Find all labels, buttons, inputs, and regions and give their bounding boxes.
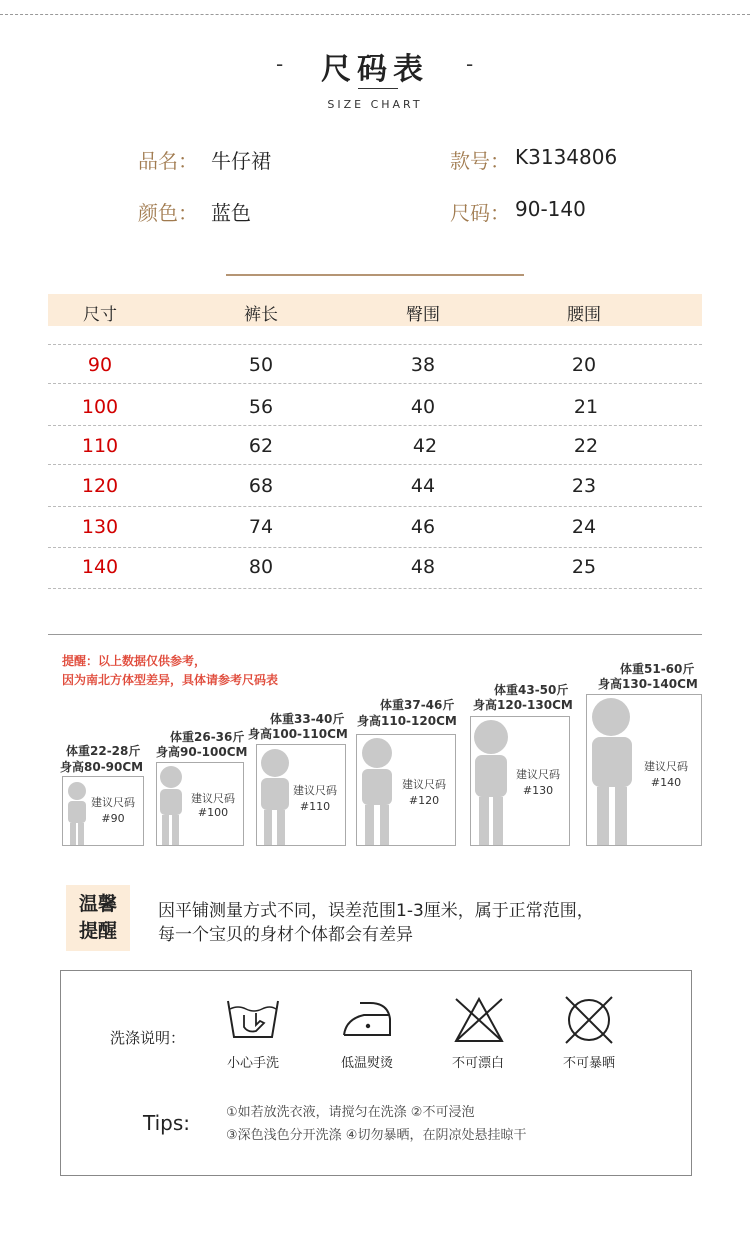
kid-suggest-label: 建议尺码 <box>191 792 235 805</box>
table-cell-waist: 22 <box>573 435 599 457</box>
kid-weight: 体重37-46斤 <box>380 698 455 712</box>
row-divider <box>48 506 702 507</box>
size-range-label: 尺码： <box>450 201 510 225</box>
kid-suggest-label: 建议尺码 <box>293 784 337 797</box>
table-cell-hip: 48 <box>410 556 436 578</box>
table-cell-length: 74 <box>248 516 274 538</box>
table-cell-length: 68 <box>248 475 274 497</box>
kid-weight: 体重26-36斤 <box>170 730 245 744</box>
row-divider <box>48 383 702 384</box>
page-title: 尺码表 <box>321 52 429 87</box>
title-dash-right: - <box>466 52 474 76</box>
table-cell-size: 110 <box>81 435 119 457</box>
kid-suggest-label: 建议尺码 <box>516 768 560 781</box>
tips-line-1: ①如若放洗衣液，请搅匀在洗涤 ②不可浸泡 <box>226 1105 475 1120</box>
kid-suggest-size: #120 <box>408 794 440 807</box>
section-divider <box>48 634 702 635</box>
kid-height: 身高120-130CM <box>473 698 573 712</box>
product-name-label: 品名： <box>138 149 198 173</box>
warm-reminder-line-1: 因平铺测量方式不同，误差范围1-3厘米，属于正常范围， <box>158 901 594 921</box>
table-cell-hip: 42 <box>412 435 438 457</box>
header-length: 裤长 <box>244 305 278 325</box>
kid-height: 身高80-90CM <box>60 760 144 774</box>
no-bleach-label: 不可漂白 <box>451 1056 504 1071</box>
reminder-line-2: 因为南北方体型差异，具体请参考尺码表 <box>62 673 279 687</box>
product-code-value: K3134806 <box>515 145 618 169</box>
table-cell-waist: 24 <box>571 516 597 538</box>
page-subtitle: SIZE CHART <box>327 98 423 111</box>
row-divider <box>48 425 702 426</box>
kid-height: 身高100-110CM <box>248 727 348 741</box>
no-sun-dry-label: 不可暴晒 <box>562 1056 615 1071</box>
no-sun-dry-icon <box>562 995 616 1049</box>
table-cell-hip: 40 <box>410 396 436 418</box>
kid-weight: 体重51-60斤 <box>620 662 695 676</box>
low-iron-label: 低温熨烫 <box>340 1056 393 1071</box>
table-cell-hip: 46 <box>410 516 436 538</box>
header-waist: 腰围 <box>567 305 601 325</box>
tips-title: Tips: <box>143 1111 191 1135</box>
kid-suggest-size: #130 <box>522 784 554 797</box>
hand-wash-label: 小心手洗 <box>226 1056 279 1071</box>
kid-silhouette-icon <box>471 717 571 847</box>
kid-weight: 体重43-50斤 <box>494 683 569 697</box>
table-cell-waist: 21 <box>573 396 599 418</box>
warm-reminder-line-2: 每一个宝贝的身材个体都会有差异 <box>158 925 413 945</box>
kid-height: 身高130-140CM <box>598 677 698 691</box>
hand-wash-icon <box>226 995 280 1045</box>
table-cell-length: 50 <box>248 354 274 376</box>
header-size: 尺寸 <box>83 305 117 325</box>
reminder-line-1: 提醒：以上数据仅供参考， <box>62 654 207 668</box>
kid-suggest-size: #140 <box>650 776 682 789</box>
tips-line-2: ③深色浅色分开洗涤 ④切勿暴晒，在阴凉处悬挂晾干 <box>226 1128 527 1143</box>
table-cell-waist: 25 <box>571 556 597 578</box>
header-hip: 臀围 <box>406 305 440 325</box>
low-iron-icon <box>340 995 394 1045</box>
kid-suggest-label: 建议尺码 <box>402 778 446 791</box>
table-cell-waist: 23 <box>571 475 597 497</box>
table-cell-hip: 38 <box>410 354 436 376</box>
table-cell-size: 130 <box>81 516 119 538</box>
warm-reminder-title <box>66 891 130 945</box>
row-divider <box>48 547 702 548</box>
kid-weight: 体重22-28斤 <box>66 744 141 758</box>
table-cell-waist: 20 <box>571 354 597 376</box>
table-cell-size: 140 <box>81 556 119 578</box>
color-label: 颜色： <box>138 201 198 225</box>
kid-suggest-size: #100 <box>197 806 229 819</box>
kid-weight: 体重33-40斤 <box>270 712 345 726</box>
row-divider <box>48 344 702 345</box>
care-title: 洗涤说明： <box>110 1029 186 1047</box>
kid-suggest-size: #90 <box>101 812 125 825</box>
table-cell-size: 90 <box>87 354 113 376</box>
table-cell-size: 120 <box>81 475 119 497</box>
table-cell-length: 62 <box>248 435 274 457</box>
size-range-value: 90-140 <box>515 197 586 221</box>
product-code-label: 款号： <box>450 149 510 173</box>
title-underline <box>358 88 398 89</box>
table-cell-hip: 44 <box>410 475 436 497</box>
top-dashed-divider <box>0 14 750 15</box>
kid-silhouette-box <box>62 776 144 846</box>
table-cell-size: 100 <box>81 396 119 418</box>
kid-height: 身高110-120CM <box>357 714 457 728</box>
section-divider <box>226 274 524 276</box>
kid-suggest-size: #110 <box>299 800 331 813</box>
color-value: 蓝色 <box>211 201 251 225</box>
row-divider <box>48 464 702 465</box>
no-bleach-icon <box>452 995 506 1049</box>
warm-reminder-title-line2: 提醒 <box>78 920 117 942</box>
table-cell-length: 56 <box>248 396 274 418</box>
kid-suggest-label: 建议尺码 <box>91 796 135 809</box>
kid-suggest-label: 建议尺码 <box>644 760 688 773</box>
kid-height: 身高90-100CM <box>156 745 248 759</box>
row-divider <box>48 588 702 589</box>
warm-reminder-title-line1: 温馨 <box>78 893 117 915</box>
title-dash-left: - <box>276 52 284 76</box>
product-name-value: 牛仔裙 <box>211 149 271 173</box>
title-row <box>0 44 750 88</box>
table-cell-length: 80 <box>248 556 274 578</box>
